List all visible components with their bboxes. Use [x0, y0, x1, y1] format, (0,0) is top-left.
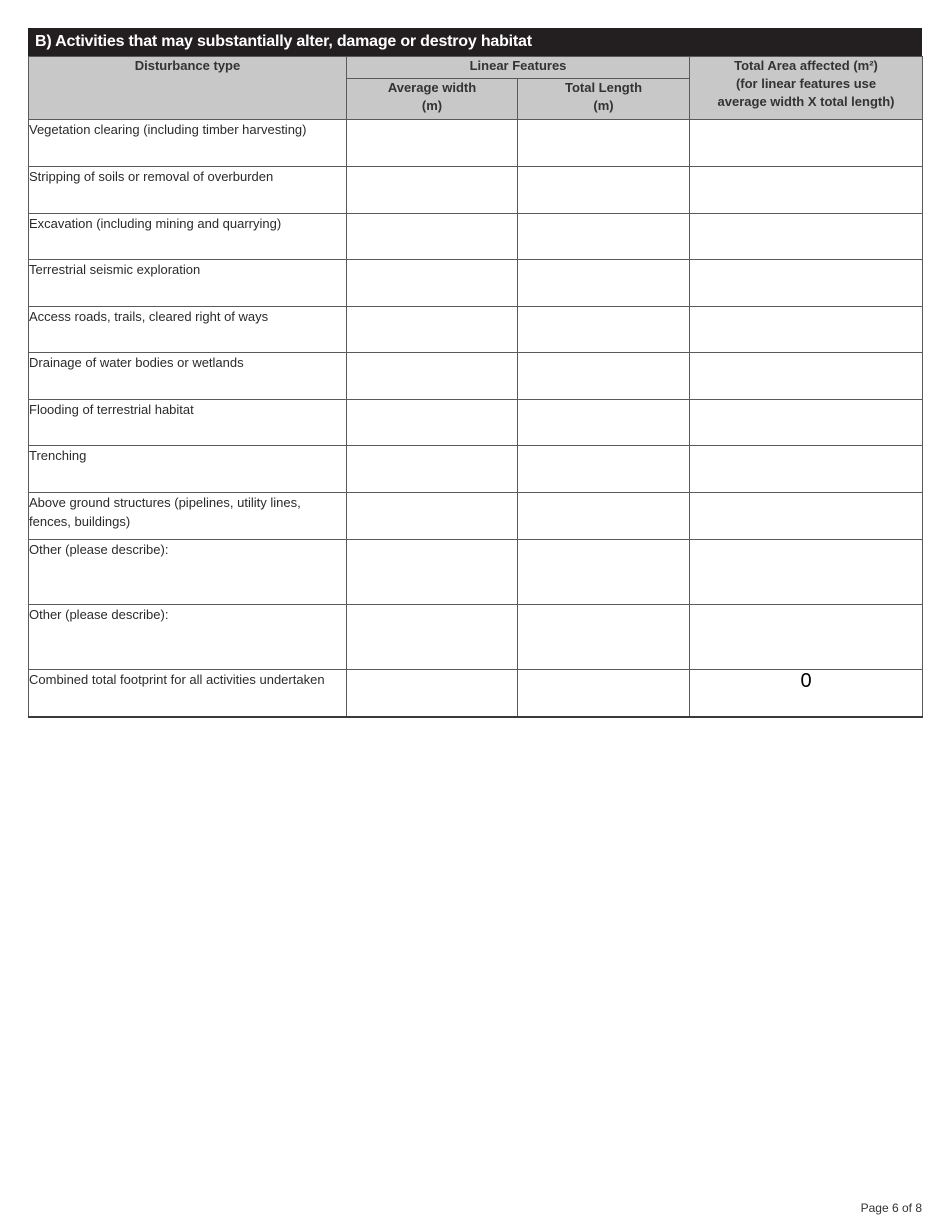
total-length-field[interactable]	[518, 167, 690, 214]
header-total-length-unit: (m)	[593, 98, 614, 113]
header-average-width	[347, 79, 518, 120]
table-row	[29, 260, 923, 307]
row-label: Flooding of terrestrial habitat	[29, 400, 347, 446]
total-area-field[interactable]	[690, 353, 923, 400]
header-total-area-line2: (for linear features use	[735, 76, 877, 91]
table-row	[29, 493, 923, 540]
table-row	[29, 400, 923, 446]
row-label: Trenching	[29, 446, 347, 493]
page-number: Page 6 of 8	[860, 1201, 922, 1215]
header-total-area	[690, 57, 923, 120]
header-total-length	[518, 79, 690, 120]
total-row-label: Combined total footprint for all activities undertaken	[29, 670, 347, 717]
row-label: Terrestrial seismic exploration	[29, 260, 347, 307]
average-width-field[interactable]	[347, 540, 518, 605]
header-total-area-line3: average width X total length)	[717, 94, 895, 109]
total-area-field[interactable]	[690, 493, 923, 540]
table-row	[29, 605, 923, 670]
header-disturbance-type: Disturbance type	[29, 57, 347, 120]
row-label: Stripping of soils or removal of overburden	[29, 167, 347, 214]
total-length-field[interactable]	[518, 400, 690, 446]
total-length-field[interactable]	[518, 540, 690, 605]
table-row	[29, 540, 923, 605]
table-row	[29, 120, 923, 167]
total-area-field[interactable]	[690, 260, 923, 307]
average-width-field[interactable]	[347, 400, 518, 446]
row-label: Drainage of water bodies or wetlands	[29, 353, 347, 400]
total-area-field[interactable]	[690, 605, 923, 670]
header-total-length-label: Total Length	[564, 80, 643, 95]
total-row	[29, 670, 923, 717]
total-length-field[interactable]	[518, 120, 690, 167]
row-label: Access roads, trails, cleared right of ways	[29, 307, 347, 353]
total-length-field[interactable]	[518, 307, 690, 353]
header-average-width-unit: (m)	[421, 98, 443, 113]
header-linear-features: Linear Features	[347, 57, 690, 79]
combined-total-area-field[interactable]: 0	[690, 670, 923, 717]
average-width-field[interactable]	[347, 605, 518, 670]
total-length-field[interactable]	[518, 353, 690, 400]
total-length-field[interactable]	[518, 214, 690, 260]
table-row	[29, 353, 923, 400]
average-width-field[interactable]	[347, 446, 518, 493]
total-area-field[interactable]	[690, 214, 923, 260]
average-width-field[interactable]	[347, 214, 518, 260]
total-length-sum-field[interactable]	[518, 670, 690, 717]
total-area-field[interactable]	[690, 446, 923, 493]
row-label: Other (please describe):	[29, 605, 347, 670]
average-width-field[interactable]	[347, 120, 518, 167]
total-area-field[interactable]	[690, 540, 923, 605]
row-label: Above ground structures (pipelines, utility lines, fences, buildings)	[29, 493, 347, 540]
average-width-field[interactable]	[347, 353, 518, 400]
average-width-field[interactable]	[347, 167, 518, 214]
row-label: Other (please describe):	[29, 540, 347, 605]
table-row	[29, 446, 923, 493]
header-average-width-label: Average width	[387, 80, 477, 95]
average-width-field[interactable]	[347, 307, 518, 353]
total-length-field[interactable]	[518, 446, 690, 493]
total-average-width-field[interactable]	[347, 670, 518, 717]
average-width-field[interactable]	[347, 493, 518, 540]
row-label: Excavation (including mining and quarrying)	[29, 214, 347, 260]
total-area-field[interactable]	[690, 400, 923, 446]
table-row	[29, 214, 923, 260]
row-label: Vegetation clearing (including timber harvesting)	[29, 120, 347, 167]
total-area-field[interactable]	[690, 167, 923, 214]
disturbance-table	[28, 56, 923, 718]
total-length-field[interactable]	[518, 260, 690, 307]
section-title: B) Activities that may substantially alter, damage or destroy habitat	[28, 28, 922, 56]
total-length-field[interactable]	[518, 493, 690, 540]
total-length-field[interactable]	[518, 605, 690, 670]
header-total-area-line1: Total Area affected (m²)	[734, 58, 878, 73]
total-area-field[interactable]	[690, 120, 923, 167]
total-area-field[interactable]	[690, 307, 923, 353]
table-row	[29, 307, 923, 353]
table-row	[29, 167, 923, 214]
average-width-field[interactable]	[347, 260, 518, 307]
